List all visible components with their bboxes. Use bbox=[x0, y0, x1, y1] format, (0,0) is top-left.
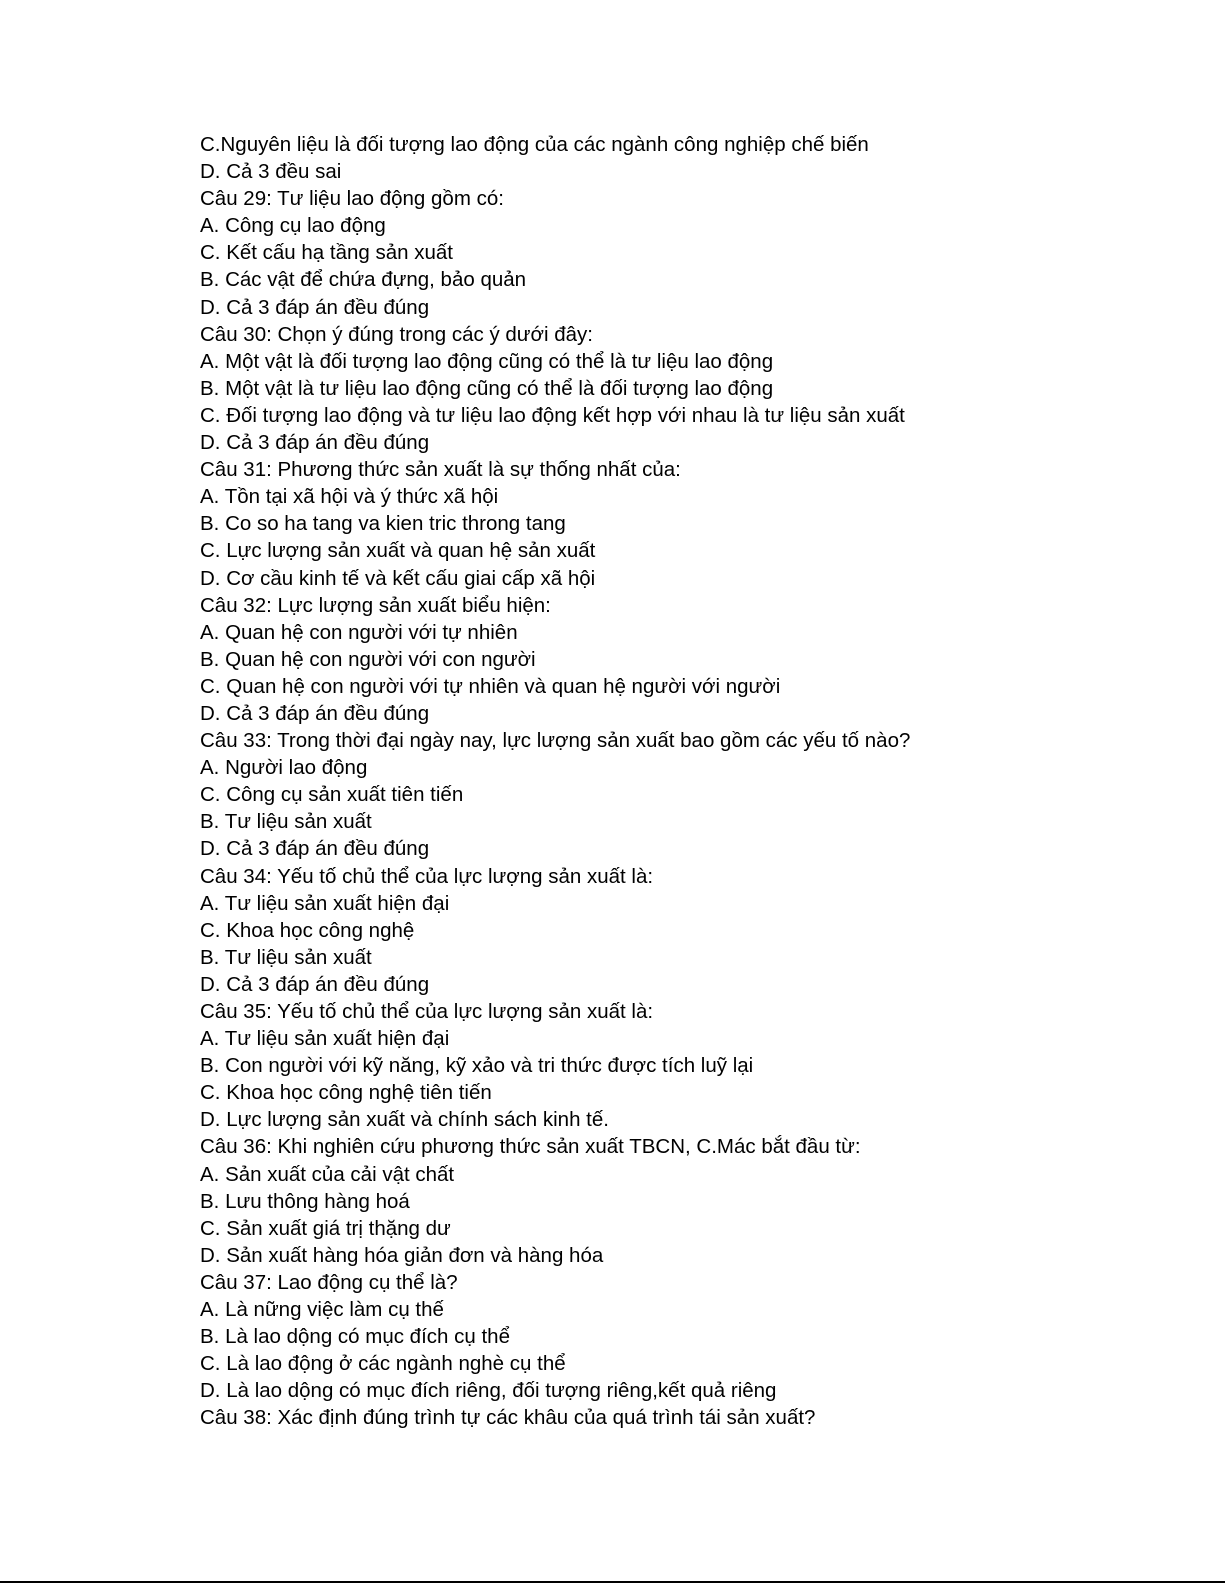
answer-option-line: A. Công cụ lao động bbox=[200, 214, 386, 238]
answer-option-line: A. Một vật là đối tượng lao động cũng có thể là tư liệu lao động bbox=[200, 349, 774, 373]
answer-option-line: A. Tư liệu sản xuất hiện đại bbox=[200, 1027, 450, 1051]
question-line: Câu 38: Xác định đúng trình tự các khâu của quá trình tái sản xuất? bbox=[200, 1406, 816, 1430]
answer-option-line: A. Tồn tại xã hội và ý thức xã hội bbox=[200, 485, 499, 509]
document-page bbox=[200, 131, 1160, 1432]
answer-option-line: C.Nguyên liệu là đối tượng lao động của các ngành công nghiệp chế biến bbox=[200, 133, 869, 156]
question-line: Câu 32: Lực lượng sản xuất biểu hiện: bbox=[200, 593, 551, 617]
answer-option-line: A. Là nững việc làm cụ thế bbox=[200, 1298, 444, 1322]
answer-option-line: A. Người lao động bbox=[200, 756, 368, 780]
answer-option-line: B. Một vật là tư liệu lao động cũng có thể là đối tượng lao động bbox=[200, 376, 774, 400]
answer-option-line: D. Là lao dộng có mục đích riêng, đối tượng riêng,kết quả riêng bbox=[200, 1379, 777, 1403]
answer-option-line: C. Đối tượng lao động và tư liệu lao động kết hợp với nhau là tư liệu sản xuất bbox=[200, 403, 905, 427]
answer-option-line: D. Lực lượng sản xuất và chính sách kinh tế. bbox=[200, 1108, 609, 1132]
question-line: Câu 29: Tư liệu lao động gồm có: bbox=[200, 187, 504, 211]
answer-option-line: D. Cả 3 đáp án đều đúng bbox=[200, 972, 430, 996]
question-line: Câu 35: Yếu tố chủ thể của lực lượng sản xuất là: bbox=[200, 1000, 654, 1023]
answer-option-line: D. Cả 3 đều sai bbox=[200, 160, 342, 184]
answer-option-line: C. Khoa học công nghệ tiên tiến bbox=[200, 1081, 492, 1105]
answer-option-line: D. Cả 3 đáp án đều đúng bbox=[200, 295, 430, 319]
answer-option-line: C. Quan hệ con người với tự nhiên và quan hệ người với người bbox=[200, 674, 781, 698]
question-line: Câu 33: Trong thời đại ngày nay, lực lượng sản xuất bao gồm các yếu tố nào? bbox=[200, 729, 911, 753]
answer-option-line: A. Tư liệu sản xuất hiện đại bbox=[200, 891, 450, 915]
answer-option-line: D. Cơ cầu kinh tế và kết cấu giai cấp xã hội bbox=[200, 566, 596, 590]
answer-option-line: B. Co so ha tang va kien tric throng tang bbox=[200, 512, 566, 536]
answer-option-line: C. Sản xuất giá trị thặng dư bbox=[200, 1216, 451, 1240]
answer-option-line: B. Quan hệ con người với con người bbox=[200, 647, 536, 671]
answer-option-line: B. Tư liệu sản xuất bbox=[200, 810, 372, 834]
answer-option-line: D. Sản xuất hàng hóa giản đơn và hàng hóa bbox=[200, 1243, 604, 1267]
answer-option-line: B. Con người với kỹ năng, kỹ xảo và tri thức được tích luỹ lại bbox=[200, 1054, 754, 1078]
answer-option-line: C. Là lao động ở các ngành nghè cụ thể bbox=[200, 1352, 566, 1376]
question-line: Câu 37: Lao động cụ thể là? bbox=[200, 1270, 458, 1294]
answer-option-line: A. Quan hệ con người với tự nhiên bbox=[200, 620, 518, 644]
question-line: Câu 34: Yếu tố chủ thể của lực lượng sản xuất là: bbox=[200, 864, 654, 888]
answer-option-line: B. Lưu thông hàng hoá bbox=[200, 1189, 410, 1213]
question-line: Câu 31: Phương thức sản xuất là sự thống nhất của: bbox=[200, 458, 681, 482]
answer-option-line: B. Là lao dộng có mục đích cụ thể bbox=[200, 1325, 510, 1349]
answer-option-line: D. Cả 3 đáp án đều đúng bbox=[200, 701, 430, 725]
answer-option-line: D. Cả 3 đáp án đều đúng bbox=[200, 431, 430, 455]
answer-option-line: C. Lực lượng sản xuất và quan hệ sản xuất bbox=[200, 539, 596, 563]
answer-option-line: C. Kết cấu hạ tầng sản xuất bbox=[200, 241, 453, 265]
answer-option-line: A. Sản xuất của cải vật chất bbox=[200, 1162, 455, 1186]
page-bottom-rule bbox=[0, 1581, 1225, 1583]
question-line: Câu 36: Khi nghiên cứu phương thức sản xuất TBCN, C.Mác bắt đầu từ: bbox=[200, 1135, 861, 1159]
answer-option-line: B. Các vật để chứa đựng, bảo quản bbox=[200, 268, 527, 292]
question-line: Câu 30: Chọn ý đúng trong các ý dưới đây: bbox=[200, 322, 593, 346]
answer-option-line: C. Khoa học công nghệ bbox=[200, 918, 415, 942]
answer-option-line: D. Cả 3 đáp án đều đúng bbox=[200, 837, 430, 861]
answer-option-line: B. Tư liệu sản xuất bbox=[200, 945, 372, 969]
answer-option-line: C. Công cụ sản xuất tiên tiến bbox=[200, 783, 464, 807]
